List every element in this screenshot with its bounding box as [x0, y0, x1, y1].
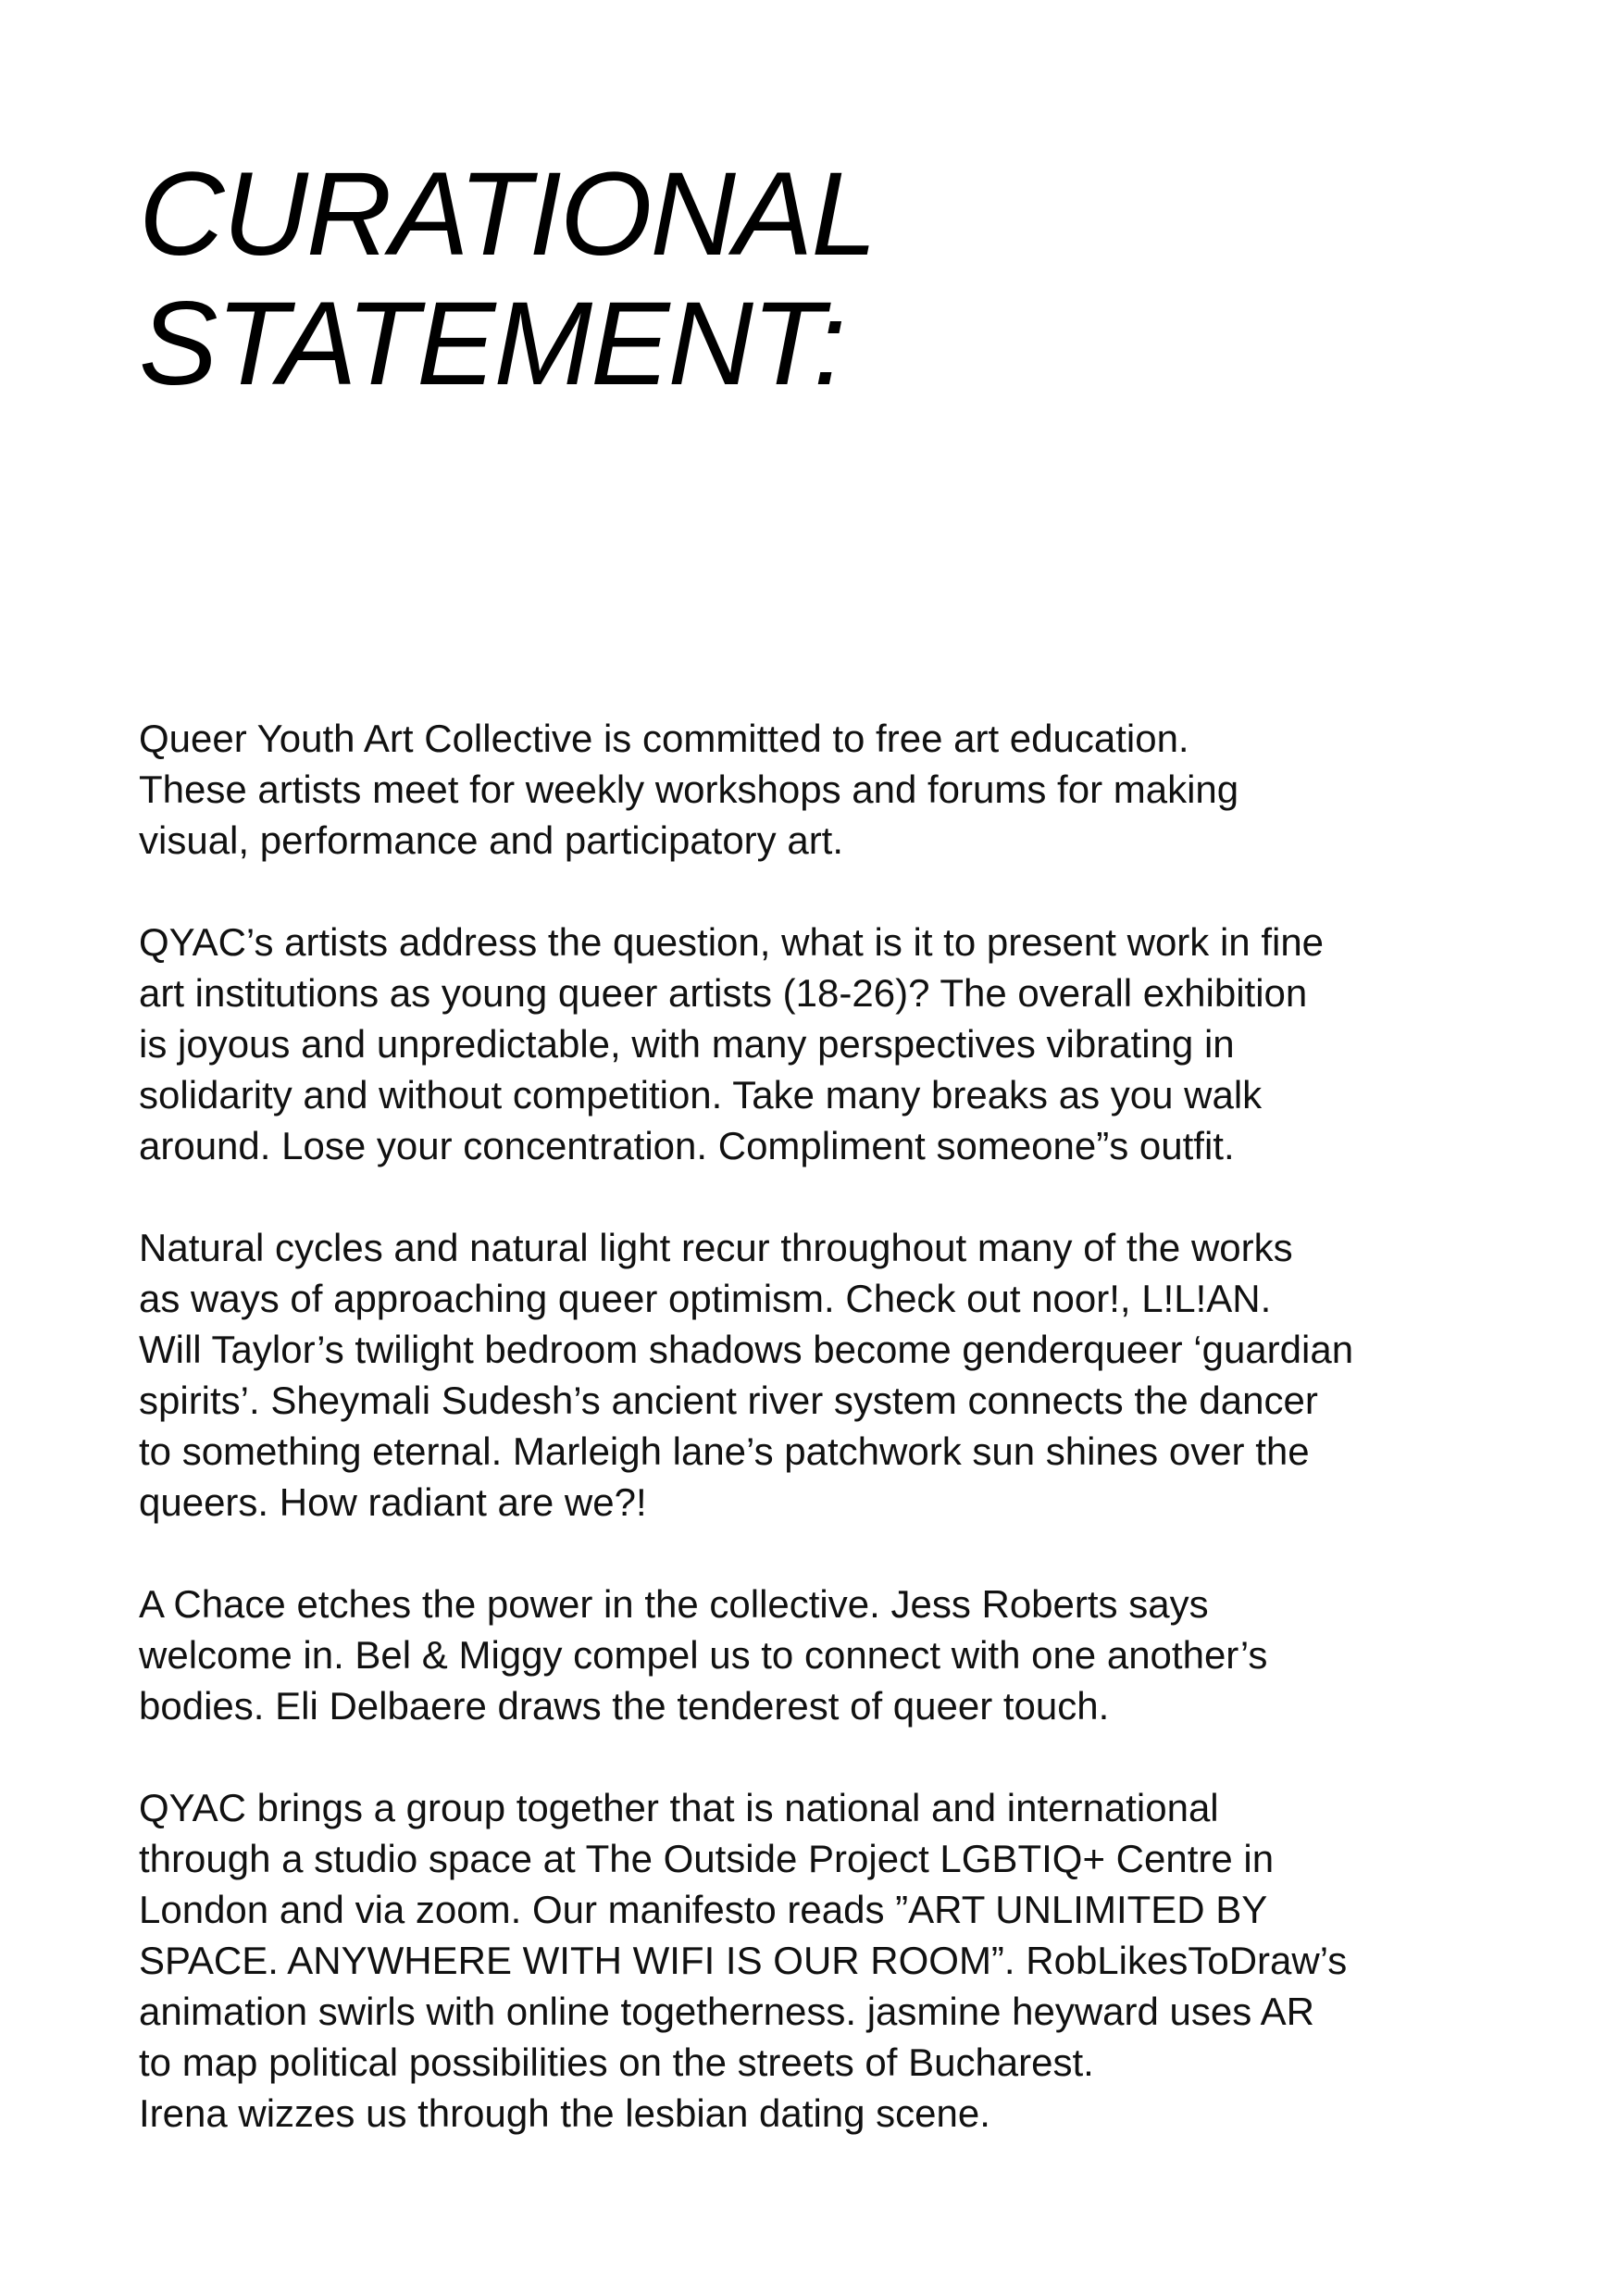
text-line: Queer Youth Art Collective is committed to free art education.	[139, 717, 1189, 760]
text-line: welcome in. Bel & Miggy compel us to connect with one another’s	[139, 1633, 1268, 1677]
text-line: These artists meet for weekly workshops and forums for making	[139, 767, 1239, 811]
text-line: art institutions as young queer artists (18-26)? The overall exhibition	[139, 971, 1308, 1015]
text-line: London and via zoom. Our manifesto reads ”ART UNLIMITED BY	[139, 1888, 1268, 1931]
text-line: animation swirls with online togetherness. jasmine heyward uses AR	[139, 1990, 1314, 2033]
page-title	[139, 150, 876, 409]
paragraph-collective	[139, 1578, 1527, 1731]
text-line: visual, performance and participatory art.	[139, 818, 844, 862]
text-line: Natural cycles and natural light recur throughout many of the works	[139, 1226, 1293, 1269]
statement-body	[139, 713, 1527, 2139]
text-line: spirits’. Sheymali Sudesh’s ancient river system connects the dancer	[139, 1379, 1318, 1422]
text-line: bodies. Eli Delbaere draws the tenderest of queer touch.	[139, 1684, 1110, 1728]
text-line: to something eternal. Marleigh lane’s patchwork sun shines over the	[139, 1429, 1310, 1473]
paragraph-natural-cycles	[139, 1222, 1527, 1528]
text-line: is joyous and unpredictable, with many perspectives vibrating in	[139, 1022, 1235, 1066]
text-line: SPACE. ANYWHERE WITH WIFI IS OUR ROOM”. RobLikesToDraw’s	[139, 1939, 1348, 1982]
text-line: QYAC’s artists address the question, what is it to present work in fine	[139, 920, 1325, 964]
text-line: Irena wizzes us through the lesbian dating scene.	[139, 2091, 990, 2135]
paragraph-intro	[139, 713, 1527, 866]
text-line: Will Taylor’s twilight bedroom shadows become genderqueer ‘guardian	[139, 1328, 1354, 1371]
paragraph-question	[139, 917, 1527, 1171]
text-line: to map political possibilities on the streets of Bucharest.	[139, 2040, 1094, 2084]
text-line: through a studio space at The Outside Project LGBTIQ+ Centre in	[139, 1837, 1275, 1880]
text-line: QYAC brings a group together that is national and international	[139, 1786, 1219, 1829]
text-line: queers. How radiant are we?!	[139, 1480, 647, 1524]
paragraph-online	[139, 1782, 1527, 2139]
text-line: solidarity and without competition. Take many breaks as you walk	[139, 1073, 1263, 1117]
text-line: A Chace etches the power in the collective. Jess Roberts says	[139, 1582, 1209, 1626]
title-line: STATEMENT:	[139, 278, 845, 410]
text-line: around. Lose your concentration. Compliment someone”s outfit.	[139, 1124, 1235, 1167]
title-line: CURATIONAL	[139, 148, 876, 281]
text-line: as ways of approaching queer optimism. Check out noor!, L!L!AN.	[139, 1277, 1272, 1320]
